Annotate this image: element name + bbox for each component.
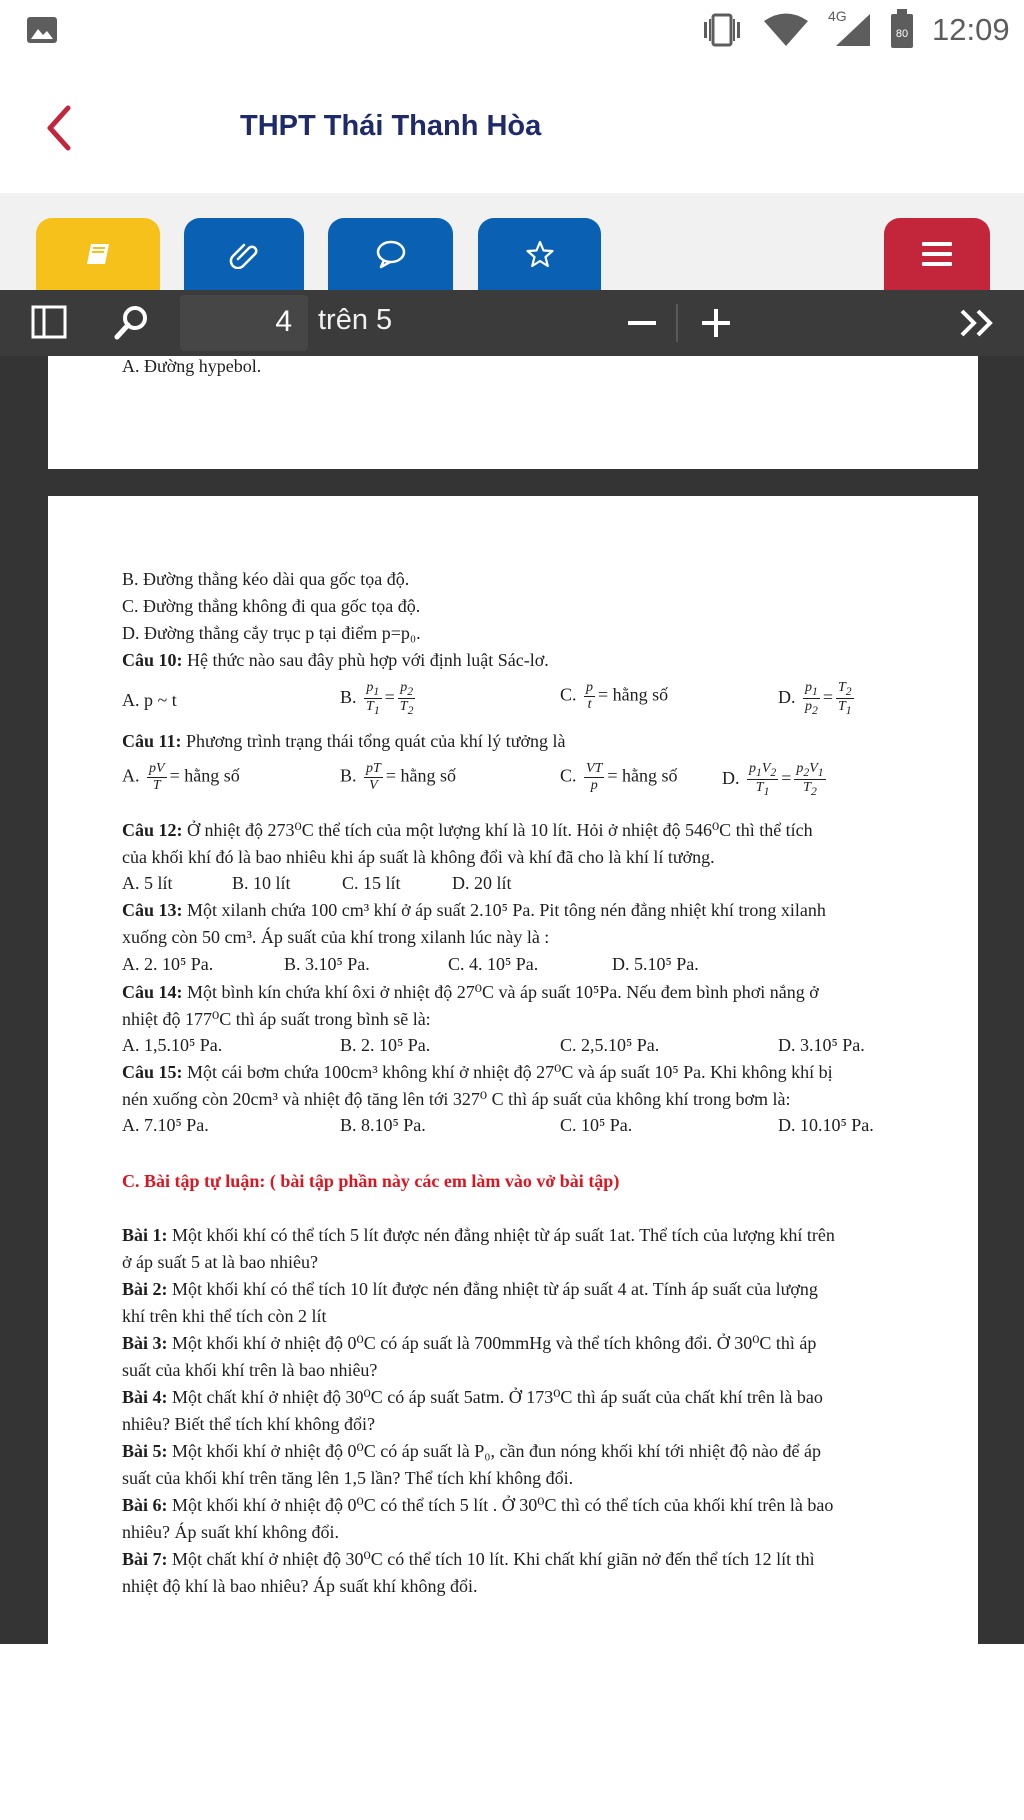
- bottom-area: [0, 1644, 1024, 1820]
- battery-icon: [888, 8, 916, 50]
- question-13-option-a: A. 2. 10⁵ Pa.: [122, 954, 214, 974]
- question-15-option-d: D. 10.10⁵ Pa.: [778, 1115, 874, 1135]
- page-total: trên 5: [318, 304, 393, 336]
- exercise-4: Bài 4: Một chất khí ở nhiệt độ 30⁰C có áp suất 5atm. Ở 173⁰C thì áp suất của chất khí trên là bao: [122, 1387, 823, 1407]
- exercise-7: Bài 7: Một chất khí ở nhiệt độ 30⁰C có thể tích 10 lít. Khi chất khí giãn nở đến thể tích 12 lít thì: [122, 1549, 815, 1569]
- exercise-4-cont: nhiêu? Biết thể tích khí không đổi?: [122, 1414, 375, 1434]
- paperclip-icon: [229, 239, 259, 269]
- question-10: Câu 10: Hệ thức nào sau đây phù hợp với định luật Sác-lơ.: [122, 650, 549, 670]
- question-14-option-c: C. 2,5.10⁵ Pa.: [560, 1035, 660, 1055]
- exercise-7-cont: nhiệt độ khí là bao nhiêu? Áp suất khí không đổi.: [122, 1576, 478, 1596]
- star-icon: [525, 239, 555, 269]
- question-9-option-d: D. Đường thẳng cắy trục p tại điểm p=p₀.: [122, 623, 421, 643]
- question-11-option-a: A. $\frac{pV}{T}$ = hằng số: [122, 761, 240, 794]
- question-15: Câu 15: Một cái bơm chứa 100cm³ không khí ở nhiệt độ 27⁰C và áp suất 10⁵ Pa. Khi không khí bị: [122, 1062, 833, 1082]
- tab-favorites[interactable]: [478, 218, 601, 290]
- question-11-option-d: D. $\frac{p_1V_2}{T_1}$ = $\frac{p_2V_1}{T_2}$: [722, 761, 824, 799]
- question-12-option-a: A. 5 lít: [122, 873, 173, 893]
- sidebar-toggle-icon[interactable]: [30, 303, 68, 341]
- exercise-6-cont: nhiêu? Áp suất khí không đổi.: [122, 1522, 339, 1542]
- question-12-option-c: C. 15 lít: [342, 873, 401, 893]
- chat-icon: [375, 239, 407, 269]
- zoom-in-icon[interactable]: [696, 303, 736, 343]
- exercise-5-cont: suất của khối khí trên tăng lên 1,5 lần? Thể tích khí không đổi.: [122, 1468, 574, 1488]
- question-14-option-a: A. 1,5.10⁵ Pa.: [122, 1035, 223, 1055]
- pdf-page-previous: [48, 356, 978, 469]
- gallery-icon: [26, 16, 58, 44]
- back-icon[interactable]: [40, 100, 80, 156]
- exercise-1-cont: ở áp suất 5 at là bao nhiêu?: [122, 1252, 318, 1272]
- pdf-toolbar: [0, 290, 1024, 356]
- exercise-5: Bài 5: Một khối khí ở nhiệt độ 0⁰C có áp suất là P₀, cần đun nóng khối khí tới nhiệt độ nào để áp: [122, 1441, 821, 1461]
- question-15-option-a: A. 7.10⁵ Pa.: [122, 1115, 209, 1135]
- exercise-2-cont: khí trên khi thể tích còn 2 lít: [122, 1306, 327, 1326]
- question-13: Câu 13: Một xilanh chứa 100 cm³ khí ở áp suất 2.10⁵ Pa. Pit tông nén đẳng nhiệt khí trong xilanh: [122, 900, 826, 920]
- tab-menu[interactable]: [884, 218, 990, 290]
- question-13-cont: xuống còn 50 cm³. Áp suất của khí trong xilanh lúc này là :: [122, 927, 550, 947]
- page-text-line: A. Đường hypebol.: [122, 356, 262, 376]
- page-number-input[interactable]: 4: [180, 295, 308, 351]
- question-14-option-d: D. 3.10⁵ Pa.: [778, 1035, 865, 1055]
- question-13-option-b: B. 3.10⁵ Pa.: [284, 954, 370, 974]
- question-12: Câu 12: Ở nhiệt độ 273⁰C thể tích của một lượng khí là 10 lít. Hỏi ở nhiệt độ 546⁰C thì thể tích: [122, 820, 813, 840]
- question-10-option-c: C. $\frac{p}{t}$ = hằng số: [560, 680, 669, 713]
- book-icon: [84, 241, 112, 267]
- question-11: Câu 11: Phương trình trạng thái tổng quát của khí lý tưởng là: [122, 731, 566, 751]
- pdf-viewer[interactable]: [0, 356, 1024, 1644]
- question-14-option-b: B. 2. 10⁵ Pa.: [340, 1035, 431, 1055]
- double-chevron-icon[interactable]: [956, 303, 1000, 343]
- svg-text:80: 80: [895, 28, 909, 40]
- exercise-3: Bài 3: Một khối khí ở nhiệt độ 0⁰C có áp suất là 700mmHg và thể tích không đổi. Ở 30⁰C thì áp: [122, 1333, 817, 1353]
- tab-strip: [0, 193, 1024, 290]
- tab-comments[interactable]: [328, 218, 453, 290]
- clock: 12:09: [932, 12, 1010, 47]
- svg-text:4G: 4G: [828, 8, 847, 24]
- question-15-option-b: B. 8.10⁵ Pa.: [340, 1115, 426, 1135]
- toolbar-divider: [676, 304, 678, 342]
- question-11-option-c: C. $\frac{VT}{p}$ = hằng số: [560, 761, 678, 794]
- question-15-option-c: C. 10⁵ Pa.: [560, 1115, 633, 1135]
- section-c-heading: C. Bài tập tự luận: ( bài tập phần này các em làm vào vở bài tập): [122, 1171, 620, 1191]
- question-9-option-c: C. Đường thẳng không đi qua gốc tọa độ.: [122, 596, 421, 616]
- exercise-3-cont: suất của khối khí trên là bao nhiêu?: [122, 1360, 378, 1380]
- signal-icon: [826, 8, 874, 48]
- exercise-2: Bài 2: Một khối khí có thể tích 10 lít được nén đẳng nhiệt từ áp suất 4 at. Tính áp suất của lượng: [122, 1279, 818, 1299]
- question-13-option-d: D. 5.10⁵ Pa.: [612, 954, 699, 974]
- tab-lessons[interactable]: [36, 218, 160, 290]
- question-11-option-b: B. $\frac{pT}{V}$ = hằng số: [340, 761, 456, 794]
- search-icon[interactable]: [112, 303, 152, 343]
- menu-icon: [921, 240, 953, 268]
- exercise-1: Bài 1: Một khối khí có thể tích 5 lít được nén đẳng nhiệt từ áp suất 1at. Thể tích của lượng khí trên: [122, 1225, 835, 1245]
- question-15-cont: nén xuống còn 20cm³ và nhiệt độ tăng lên tới 327⁰ C thì áp suất của không khí trong bơm là:: [122, 1089, 791, 1109]
- question-10-option-d: D. $\frac{p_1}{p_2}$ = $\frac{T_2}{T_1}$: [778, 680, 852, 718]
- question-14-cont: nhiệt độ 177⁰C thì áp suất trong bình sẽ là:: [122, 1009, 431, 1029]
- question-12-option-b: B. 10 lít: [232, 873, 291, 893]
- tab-attachments[interactable]: [184, 218, 304, 290]
- question-10-option-a: A. p ~ t: [122, 690, 177, 710]
- app-header: [0, 60, 1024, 193]
- exercise-6: Bài 6: Một khối khí ở nhiệt độ 0⁰C có thể tích 5 lít . Ở 30⁰C thì có thể tích của khối khí trên là bao: [122, 1495, 834, 1515]
- zoom-out-icon[interactable]: [622, 303, 662, 343]
- question-12-option-d: D. 20 lít: [452, 873, 512, 893]
- status-bar: [0, 0, 1024, 60]
- question-9-option-b: B. Đường thẳng kéo dài qua gốc tọa độ.: [122, 569, 410, 589]
- page-title: THPT Thái Thanh Hòa: [240, 110, 542, 142]
- question-13-option-c: C. 4. 10⁵ Pa.: [448, 954, 539, 974]
- question-14: Câu 14: Một bình kín chứa khí ôxi ở nhiệt độ 27⁰C và áp suất 10⁵Pa. Nếu đem bình phơi nắng ở: [122, 982, 819, 1002]
- question-10-option-b: B. $\frac{p_1}{T_1}$ = $\frac{p_2}{T_2}$: [340, 680, 414, 718]
- question-12-cont: của khối khí đó là bao nhiêu khi áp suất là không đổi và khí đã cho là khí lí tưởng.: [122, 847, 715, 867]
- vibrate-icon: [700, 12, 744, 48]
- wifi-icon: [762, 12, 810, 48]
- pdf-page-current: [48, 496, 978, 1644]
